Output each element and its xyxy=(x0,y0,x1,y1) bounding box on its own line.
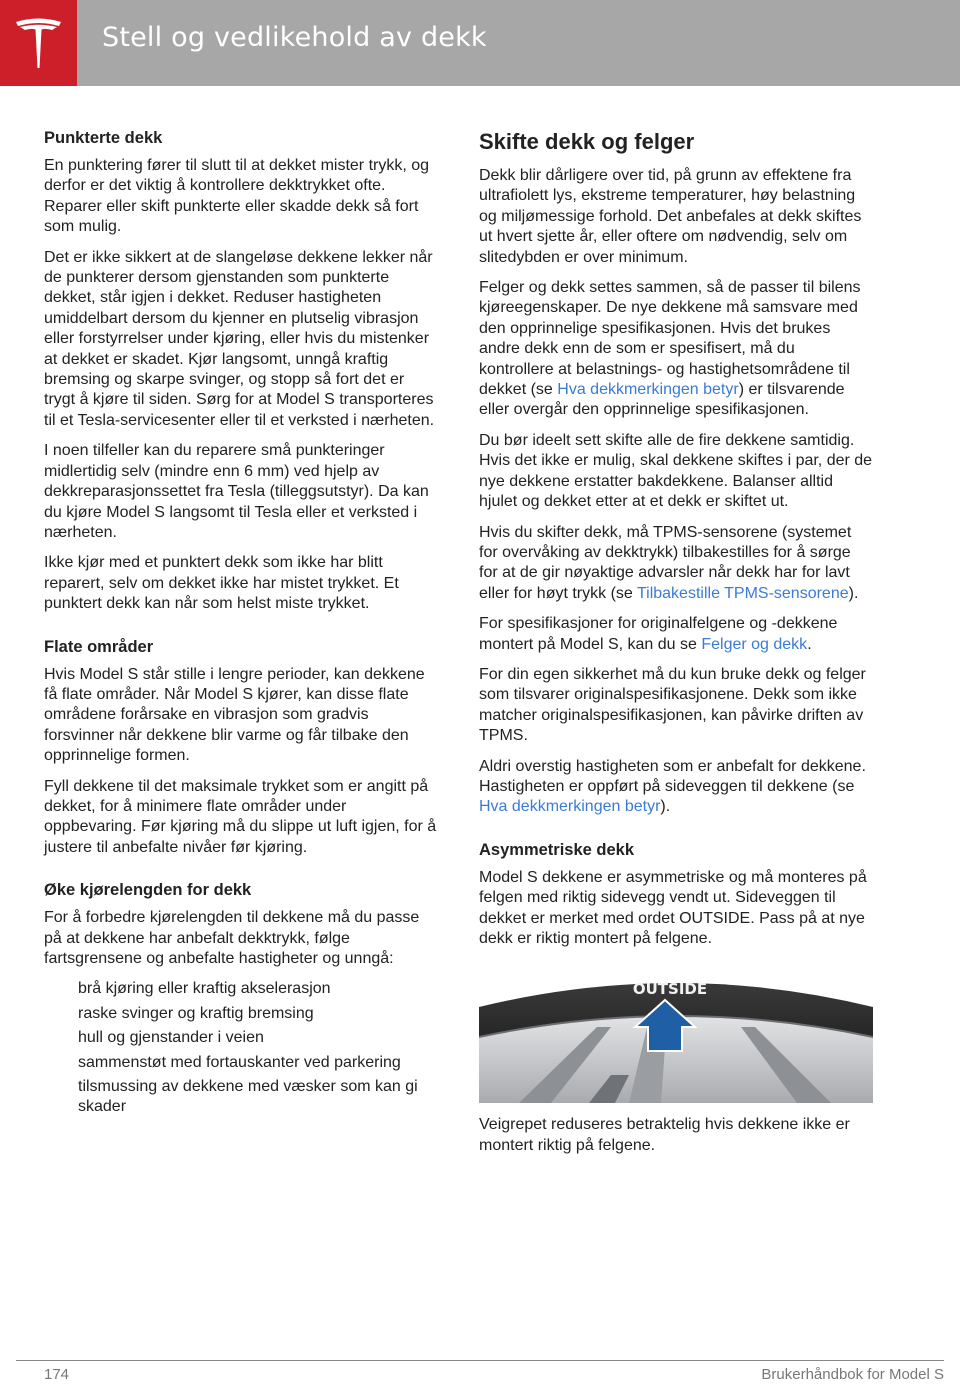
link-reset-tpms[interactable]: Tilbakestille TPMS-sensorene xyxy=(636,584,849,602)
section-title: Skifte dekk og felger xyxy=(479,129,695,154)
list-item: raske svinger og kraftig bremsing xyxy=(78,1004,314,1022)
bullet-list xyxy=(44,979,438,1117)
paragraph: Du bør ideelt sett skifte alle de fire dekkene samtidig. Hvis det ikke er mulig, skal dekkene skiftes i par, der de nye dekkene erstatter bakdekkene. Balanser alltid hjulet og dekket etter at et dekk er skiftet ut. xyxy=(479,431,873,511)
link-tire-markings-2[interactable]: Hva dekkmerkingen betyr xyxy=(479,798,661,816)
list-item: tilsmussing av dekkene med væsker som kan gi skader xyxy=(78,1078,418,1116)
paragraph: Aldri overstig hastigheten som er anbefalt for dekkene. Hastigheten er oppført på sideveggen til dekkene (se Hva dekkmerkingen betyr). xyxy=(479,757,866,816)
page-title: Stell og vedlikehold av dekk xyxy=(102,22,487,53)
image-caption: Veigrepet reduseres betraktelig hvis dekkene ikke er montert riktig på felgene. xyxy=(479,1116,850,1154)
paragraph: Felger og dekk settes sammen, så de passer til bilens kjøreegenskaper. De nye dekkene må samsvare med den opprinnelige spesifikasjonen. Hvis det brukes andre dekk enn de som er spesifisert, må du kontrollere at belastnings- og hastighetsområdene til dekket (se Hva dekkmerkingen betyr) er tilsvarende eller overgår den opprinnelige spesifikasjonen. xyxy=(479,279,861,419)
tesla-logo xyxy=(0,0,77,86)
section-heading: Flate områder xyxy=(44,637,154,656)
list-item: hull og gjenstander i veien xyxy=(78,1029,264,1047)
tire-outside-image xyxy=(479,963,873,1103)
paragraph: Model S dekkene er asymmetriske og må monteres på felgen med riktig sidevegg vendt ut. Sideveggen til dekket er merket med ordet OUTSIDE. Pass på at nye dekk er riktig montert på felgene. xyxy=(479,868,867,947)
paragraph: I noen tilfeller kan du reparere små punkteringer midlertidig selv (mindre enn 6 mm) ved hjelp av dekkreparasjonssettet fra Tesla (tilleggsutstyr). Da kan du kjøre Model S langsomt til Tesla eller et verksted i nærheten. xyxy=(44,442,429,541)
list-item: sammenstøt med fortauskanter ved parkering xyxy=(78,1053,401,1071)
paragraph: Det er ikke sikkert at de slangeløse dekkene lekker når de punkterer dersom gjenstanden som punkterte dekket, står igjen i dekket. Reduser hastigheten umiddelbart dersom du kjenner en plutselig vibrasjon eller forstyrrelser under kjøring, eller hvis du mistenker at dekket er skadet. Kjør langsomt, unngå kraftig bremsing og skarpe svinger, og stopp så fort det er trygt å kjøre til siden. Sørg for at Model S transporteres til et Tesla-servicesenter eller til et verksted i nærheten. xyxy=(44,248,435,429)
paragraph: Hvis Model S står stille i lengre perioder, kan dekkene få flate områder. Når Model S kjører, kan disse flate områdene forårsake en vibrasjon som gradvis forsvinner når dekkene blir varme og får tilbake den opprinnelige formen. xyxy=(44,665,425,765)
footer-title: Brukerhåndbok for Model S xyxy=(761,1366,944,1383)
paragraph: For din egen sikkerhet må du kun bruke dekk og felger som tilsvarer originalspesifikasjonene. Dekk som ikke matcher originalspesifikasjonen, kan påvirke driften av TPMS. xyxy=(479,665,866,745)
link-tire-markings[interactable]: Hva dekkmerkingen betyr xyxy=(557,381,739,399)
page-number: 174 xyxy=(44,1366,70,1383)
section-heading: Asymmetriske dekk xyxy=(479,840,635,859)
link-wheels-tires[interactable]: Felger og dekk xyxy=(701,635,808,653)
tesla-t-icon xyxy=(14,16,63,70)
paragraph: Dekk blir dårligere over tid, på grunn av effektene fra ultrafiolett lys, ekstreme temperaturer, høy belastning og miljømessige forhold. Det anbefales at dekk skiftes ut hvert sjette år, eller oftere om nødvendig, selv om slitedybden er over minimum. xyxy=(479,167,862,266)
page-header xyxy=(0,0,960,86)
list-item: brå kjøring eller kraftig akselerasjon xyxy=(78,980,331,998)
paragraph: Ikke kjør med et punktert dekk som ikke har blitt reparert, selv om dekket ikke har mistet trykket. Et punktert dekk kan når som helst miste trykket. xyxy=(44,554,399,613)
section-heading: Punkterte dekk xyxy=(44,129,163,147)
outside-label: OUTSIDE xyxy=(632,980,708,999)
section-heading: Øke kjørelengden for dekk xyxy=(44,881,252,900)
footer-divider xyxy=(16,1360,944,1361)
paragraph: For å forbedre kjørelengden til dekkene må du passe på at dekkene har anbefalt dekktrykk, følge fartsgrensene og anbefalte hastigheter og unngå: xyxy=(44,909,420,967)
left-column xyxy=(44,128,438,1122)
paragraph: Hvis du skifter dekk, må TPMS-sensorene (systemet for overvåking av dekktrykk) tilbakestilles for å sørge for at de gir nøyaktige advarsler når dekk har for lavt eller for høyt trykk (se Tilbakestille TPMS-sensorene). xyxy=(479,523,859,602)
paragraph: En punktering fører til slutt til at dekket mister trykk, og derfor er det viktig å kontrollere dekktrykket ofte. Reparer eller skift punkterte eller skadde dekk så fort som mulig. xyxy=(44,157,430,236)
paragraph: For spesifikasjoner for originalfelgene og -dekkene montert på Model S, kan du se Felger og dekk. xyxy=(479,615,838,653)
right-column xyxy=(479,128,873,1166)
paragraph: Fyll dekkene til det maksimale trykket som er angitt på dekket, for å minimere flate områder under oppbevaring. Før kjøring må du slippe ut luft igjen, for å justere til anbefalte nivåer før kjøring. xyxy=(44,777,437,856)
